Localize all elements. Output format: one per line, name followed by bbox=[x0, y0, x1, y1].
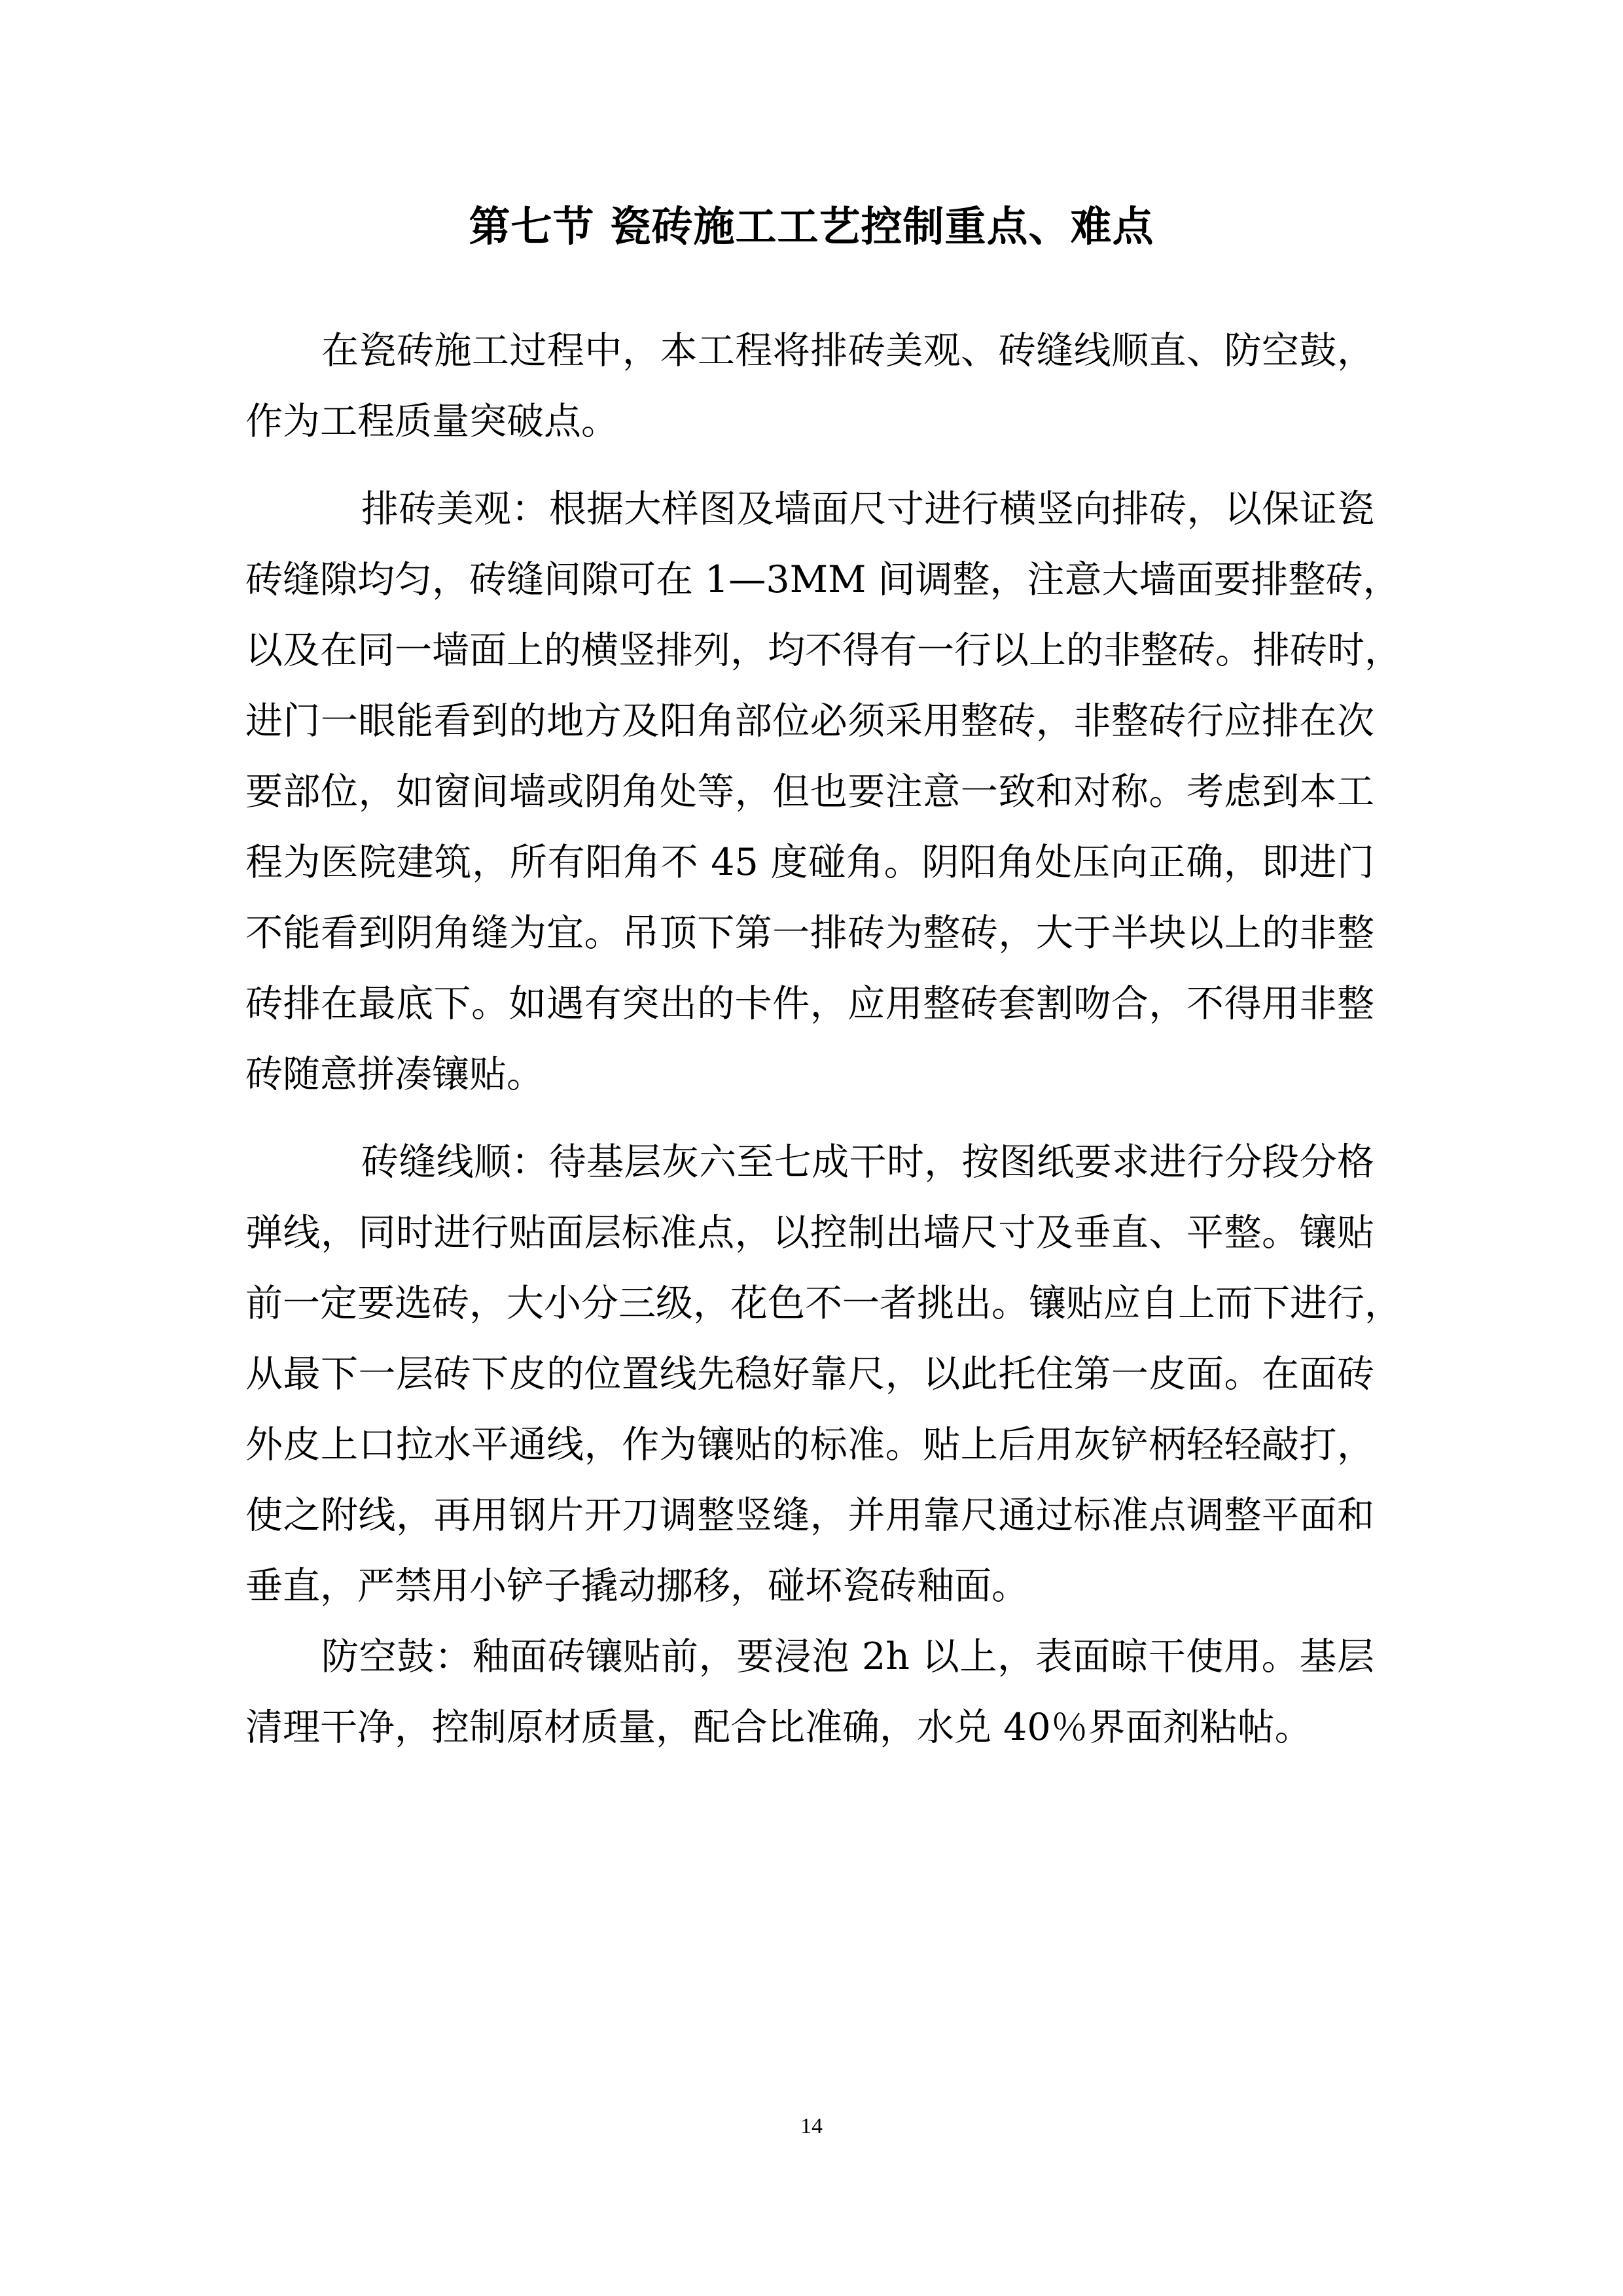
text-line: 在瓷砖施工过程中，本工程将排砖美观、砖缝线顺直、防空鼓， bbox=[321, 329, 1374, 372]
text-line: 使之附线，再用钢片开刀调整竖缝，并用靠尺通过标准点调整平面和 bbox=[245, 1494, 1374, 1537]
text-line: 以及在同一墙面上的横竖排列，均不得有一行以上的非整砖。排砖时， bbox=[245, 629, 1402, 672]
paragraph-joint-lines bbox=[245, 1127, 1402, 1621]
text-line: 从最下一层砖下皮的位置线先稳好靠尺，以此托住第一皮面。在面砖 bbox=[245, 1352, 1374, 1396]
page-number: 14 bbox=[800, 2114, 823, 2138]
document-body bbox=[245, 315, 1402, 1763]
text-line: 排砖美观：根据大样图及墙面尺寸进行横竖向排砖，以保证瓷 bbox=[361, 487, 1374, 531]
text-line: 砖缝线顺：待基层灰六至七成干时，按图纸要求进行分段分格 bbox=[361, 1140, 1374, 1184]
paragraph-hollowing-prevention bbox=[245, 1621, 1374, 1763]
text-line: 砖排在最底下。如遇有突出的卡件，应用整砖套割吻合，不得用非整 bbox=[245, 982, 1374, 1025]
text-line: 砖缝隙均匀，砖缝间隙可在 1—3MM 间调整，注意大墙面要排整砖， bbox=[245, 558, 1400, 601]
paragraph-intro bbox=[245, 315, 1374, 457]
text-line: 不能看到阴角缝为宜。吊顶下第一排砖为整砖，大于半块以上的非整 bbox=[245, 911, 1374, 955]
paragraph-tile-layout bbox=[245, 474, 1402, 1110]
text-line: 程为医院建筑，所有阳角不 45 度碰角。阴阳角处压向正确，即进门 bbox=[245, 841, 1374, 884]
text-line: 进门一眼能看到的地方及阳角部位必须采用整砖，非整砖行应排在次 bbox=[245, 699, 1374, 743]
text-line: 外皮上口拉水平通线，作为镶贴的标准。贴上后用灰铲柄轻轻敲打， bbox=[245, 1423, 1374, 1466]
text-line: 作为工程质量突破点。 bbox=[245, 400, 618, 443]
text-line: 垂直，严禁用小铲子撬动挪移，碰坏瓷砖釉面。 bbox=[245, 1564, 1029, 1608]
section-title: 第七节 瓷砖施工工艺控制重点、难点 bbox=[469, 202, 1154, 251]
text-line: 弹线，同时进行贴面层标准点，以控制出墙尺寸及垂直、平整。镶贴 bbox=[245, 1211, 1374, 1254]
text-line: 防空鼓：釉面砖镶贴前，要浸泡 2h 以上，表面晾干使用。基层 bbox=[321, 1635, 1374, 1678]
text-line: 砖随意拼凑镶贴。 bbox=[245, 1053, 544, 1096]
text-line: 要部位，如窗间墙或阴角处等，但也要注意一致和对称。考虑到本工 bbox=[245, 770, 1374, 813]
text-line: 清理干净，控制原材质量，配合比准确，水兑 40％界面剂粘帖。 bbox=[245, 1706, 1312, 1749]
text-line: 前一定要选砖，大小分三级，花色不一者挑出。镶贴应自上而下进行， bbox=[245, 1282, 1402, 1325]
